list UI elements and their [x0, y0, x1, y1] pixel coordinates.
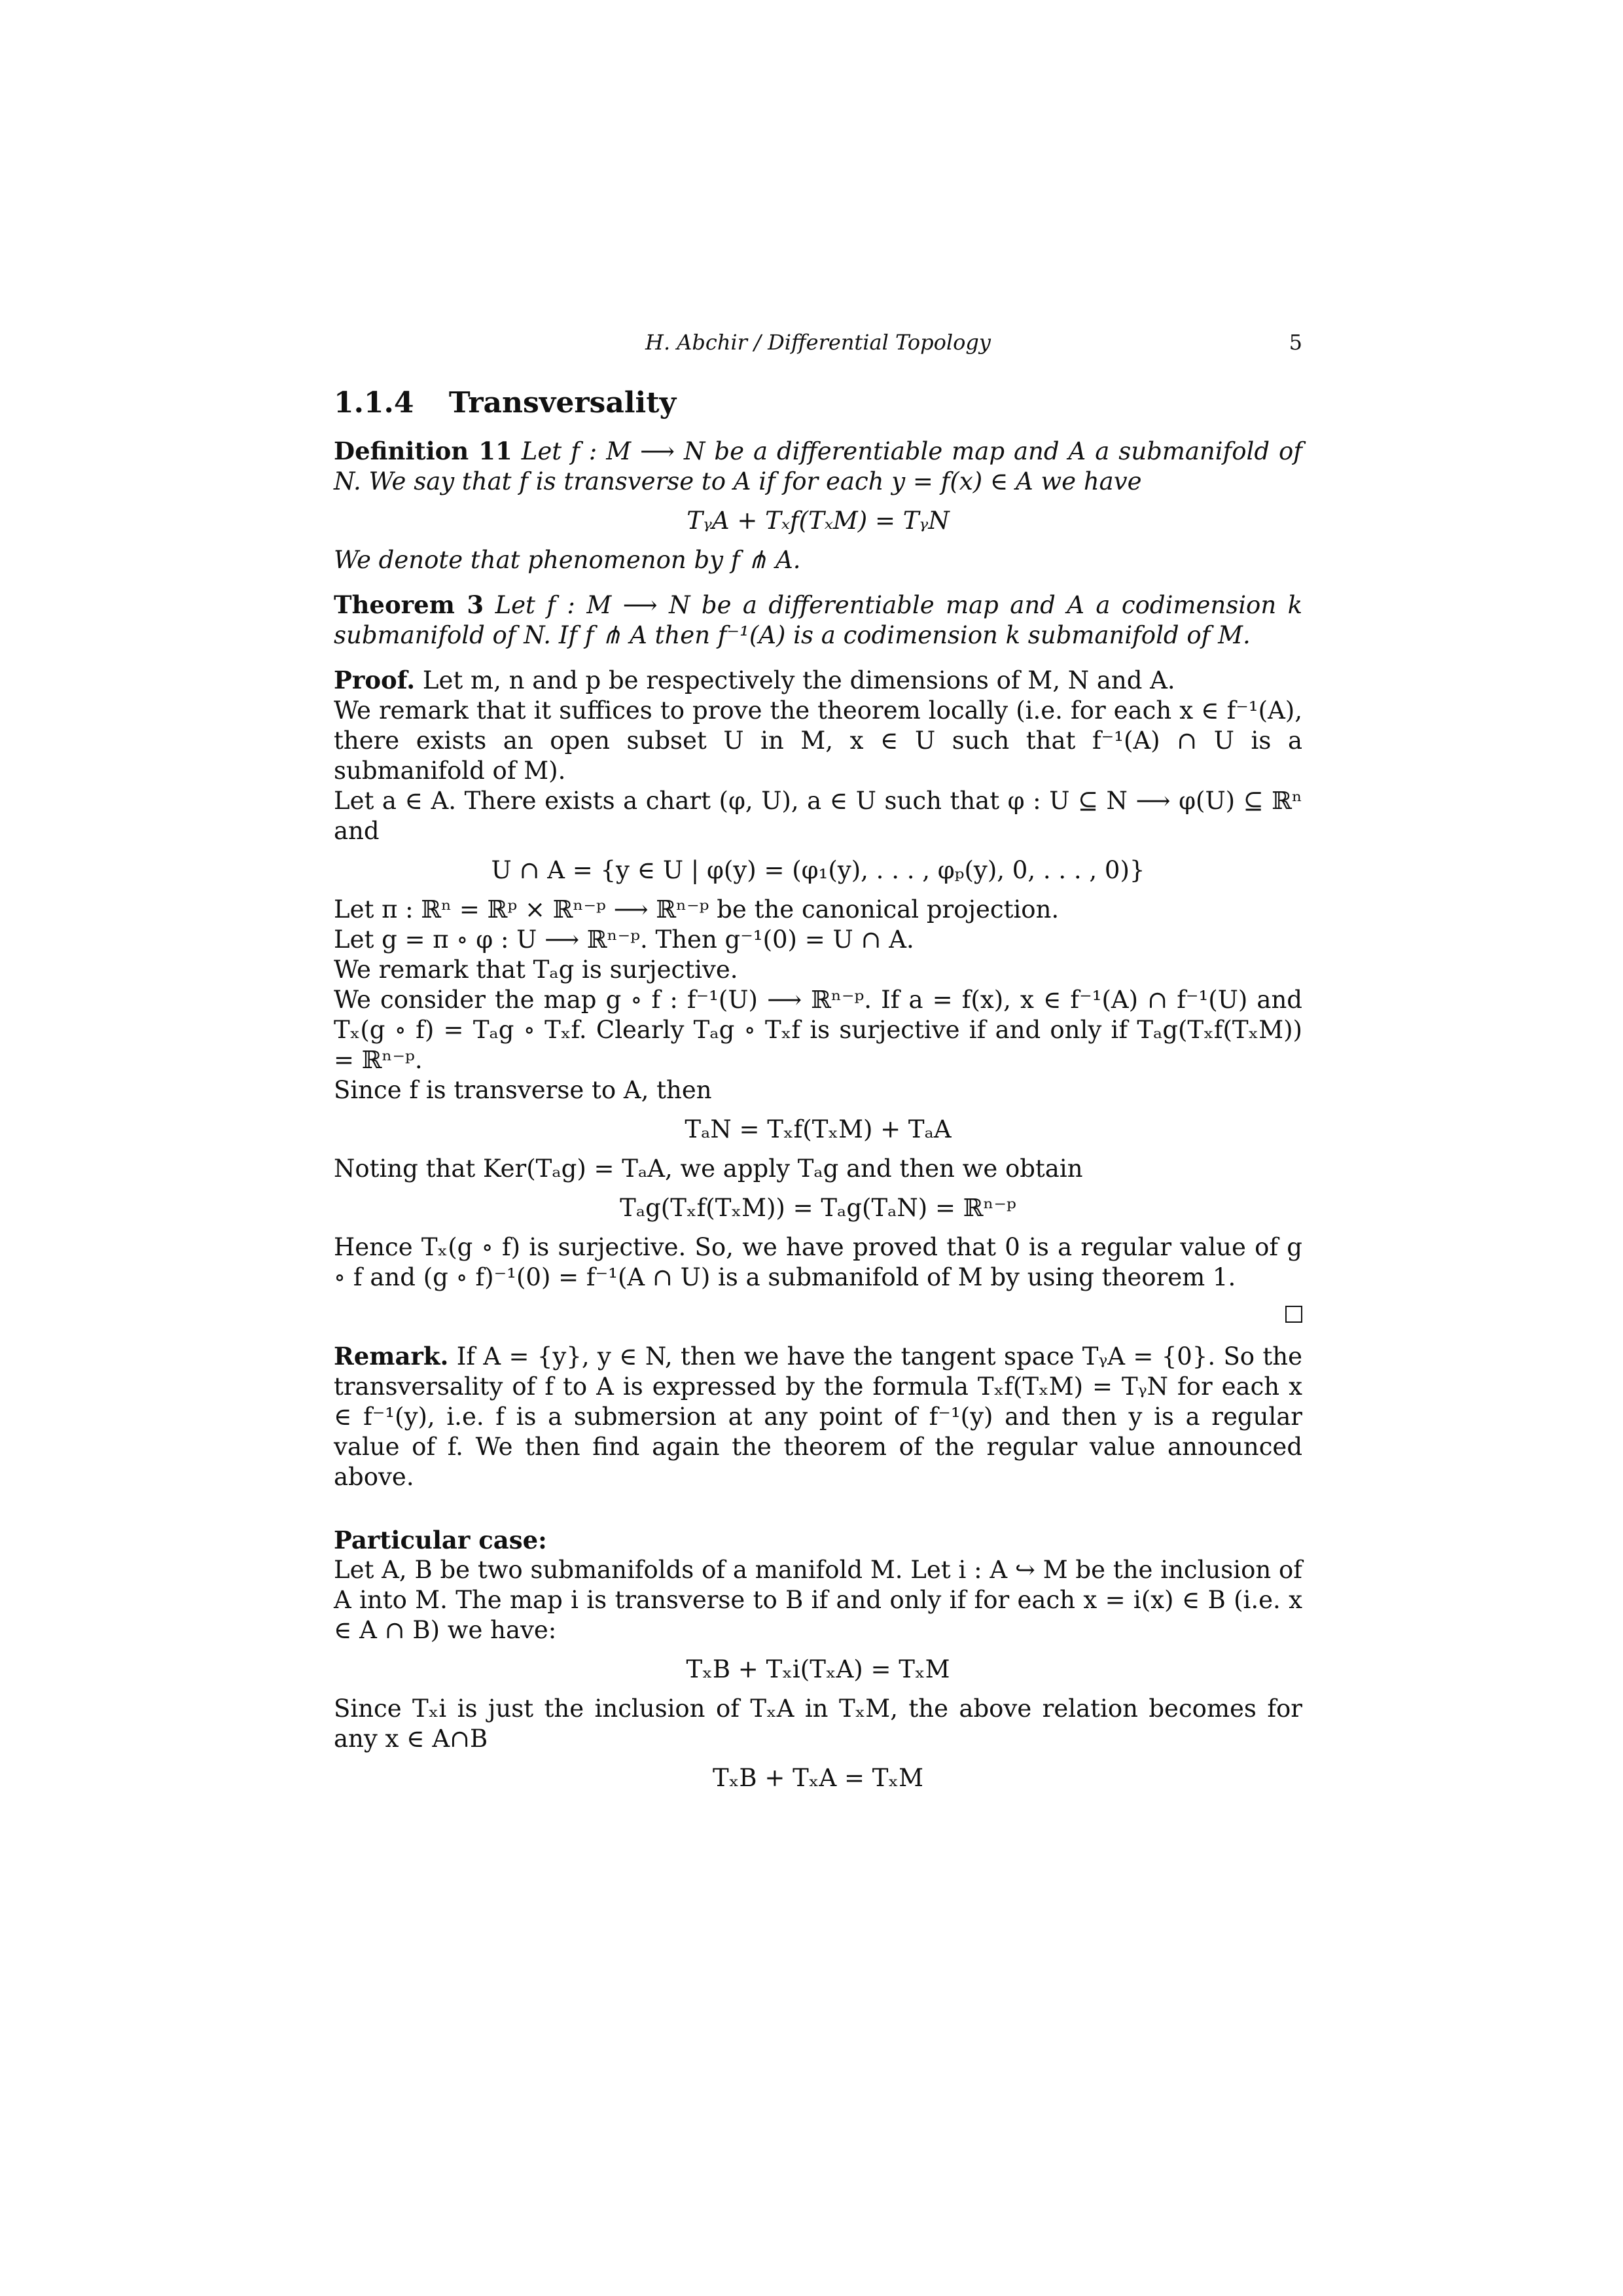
particular-case-label: Particular case:: [334, 1526, 547, 1554]
proof-paragraph: We consider the map g ∘ f : f⁻¹(U) ⟶ ℝⁿ⁻ᵖ. If a = f(x), x ∈ f⁻¹(A) ∩ f⁻¹(U) and Tₓ(g ∘ f) = Tₐg ∘ Tₓf. Clearly Tₐg ∘ Tₓf is surjective if and only if Tₐg(Tₓf(TₓM)) = ℝⁿ⁻ᵖ.: [334, 986, 1302, 1074]
definition-label: Definition 11: [334, 437, 512, 465]
page: [334, 327, 1302, 1803]
proof-equation: Tₐg(Tₓf(TₓM)) = Tₐg(TₐN) = ℝⁿ⁻ᵖ: [620, 1194, 1016, 1222]
particular-paragraph: Let A, B be two submanifolds of a manifold M. Let i : A ↪ M be the inclusion of A into M. The map i is transverse to B if and only if for each x = i(x) ∈ B (i.e. x ∈ A ∩ B) we have:: [334, 1556, 1302, 1644]
proof-paragraph: Let a ∈ A. There exists a chart (φ, U), a ∈ U such that φ : U ⊆ N ⟶ φ(U) ⊆ ℝⁿ and: [334, 787, 1302, 845]
section-heading: [334, 385, 1302, 422]
remark-block: [334, 1341, 1302, 1492]
particular-paragraph: Since Tₓi is just the inclusion of TₓA in TₓM, the above relation becomes for any x ∈ A∩B: [334, 1695, 1302, 1753]
proof-paragraph: Noting that Ker(Tₐg) = TₐA, we apply Tₐg and then we obtain: [334, 1155, 1083, 1183]
particular-equation: TₓB + TₓA = TₓM: [713, 1764, 923, 1792]
definition-text: Let f : M ⟶ N be a differentiable map and A a submanifold of N. We say that f is transverse to A if for each y = f(x) ∈ A we have: [334, 437, 1302, 495]
proof-paragraph: Let g = π ∘ φ : U ⟶ ℝⁿ⁻ᵖ. Then g⁻¹(0) = U ∩ A.: [334, 925, 914, 954]
proof-equation: U ∩ A = {y ∈ U | φ(y) = (φ₁(y), . . . , φₚ(y), 0, . . . , 0)}: [491, 856, 1145, 884]
proof-paragraph: Let m, n and p be respectively the dimensions of M, N and A.: [422, 666, 1175, 694]
proof-equation: TₐN = Tₓf(TₓM) + TₐA: [685, 1115, 952, 1143]
remark-text: If A = {y}, y ∈ N, then we have the tangent space TᵧA = {0}. So the transversality of f to A is expressed by the formula Tₓf(TₓM) = TᵧN for each x ∈ f⁻¹(y), i.e. f is a submersion at any point of f⁻¹(y) and then y is a regular value of f. We then find again the theorem of the regular value announced above.: [334, 1342, 1302, 1491]
page-number: 5: [1289, 330, 1302, 355]
theorem-text: Let f : M ⟶ N be a differentiable map and A a codimension k submanifold of N. If f ⋔ A then f⁻¹(A) is a codimension k submanifold of M.: [334, 591, 1302, 649]
particular-case-block: [334, 1525, 1302, 1793]
running-title: H. Abchir / Differential Topology: [645, 330, 991, 355]
theorem-block: [334, 590, 1302, 651]
remark-label: Remark.: [334, 1342, 449, 1371]
proof-label: Proof.: [334, 666, 416, 694]
definition-block: [334, 436, 1302, 575]
particular-equation: TₓB + Tₓi(TₓA) = TₓM: [686, 1655, 950, 1683]
section-number: 1.1.4: [334, 386, 414, 420]
qed-square-icon: [1285, 1306, 1302, 1323]
proof-paragraph: We remark that it suffices to prove the theorem locally (i.e. for each x ∈ f⁻¹(A), there exists an open subset U in M, x ∈ U such that f⁻¹(A) ∩ U is a submanifold of M).: [334, 696, 1302, 785]
running-head: [334, 327, 1302, 367]
proof-paragraph: Since f is transverse to A, then: [334, 1076, 712, 1104]
proof-paragraph: We remark that Tₐg is surjective.: [334, 956, 738, 984]
section-title: Transversality: [448, 386, 677, 420]
theorem-label: Theorem 3: [334, 590, 484, 619]
definition-closing: We denote that phenomenon by f ⋔ A.: [334, 546, 801, 574]
proof-paragraph: Hence Tₓ(g ∘ f) is surjective. So, we have proved that 0 is a regular value of g ∘ f and (g ∘ f)⁻¹(0) = f⁻¹(A ∩ U) is a submanifold of M by using theorem 1.: [334, 1233, 1302, 1291]
proof-block: [334, 665, 1302, 1323]
proof-paragraph: Let π : ℝⁿ = ℝᵖ × ℝⁿ⁻ᵖ ⟶ ℝⁿ⁻ᵖ be the canonical projection.: [334, 895, 1060, 924]
definition-equation: TᵧA + Tₓf(TₓM) = TᵧN: [687, 507, 950, 535]
